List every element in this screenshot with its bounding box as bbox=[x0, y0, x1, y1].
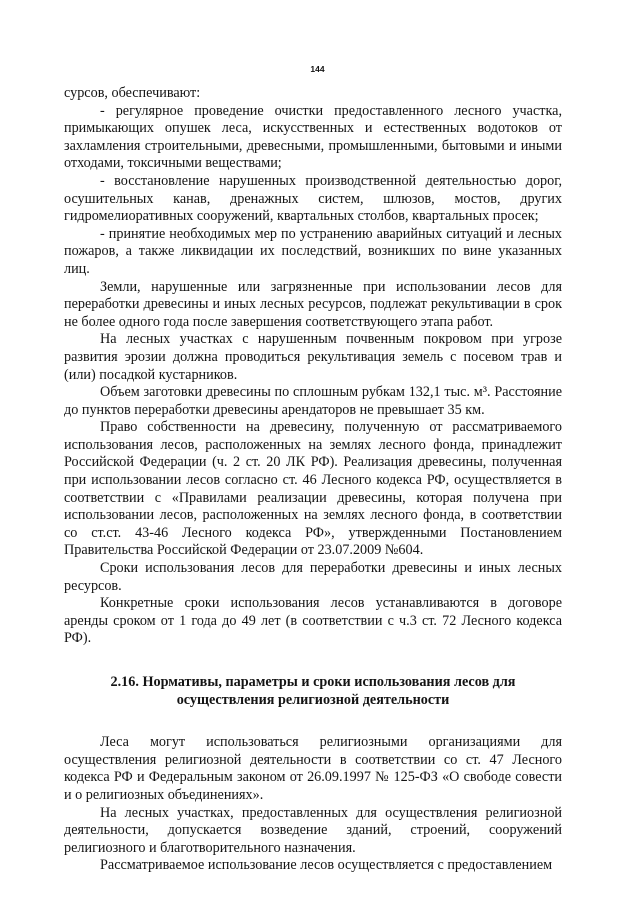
list-item: - регулярное проведение очистки предоставленного лесного участка, примыкающих опушек леса, искусственных и естественных водотоков от захламления строительными, древесными, промышленными, бытовыми и иными отходами, токсичными веществами; bbox=[64, 102, 562, 172]
paragraph: Конкретные сроки использования лесов устанавливаются в договоре аренды сроком от 1 года до 49 лет (в соответствии с ч.3 ст. 72 Лесного кодекса РФ). bbox=[64, 595, 562, 647]
section-heading-line: осуществления религиозной деятельности bbox=[176, 691, 450, 708]
list-item: - восстановление нарушенных производственной деятельностью дорог, осушительных канав, дренажных систем, шлюзов, мостов, других гидромелиоративных сооружений, квартальных столбов, квартальных просек; bbox=[64, 172, 562, 225]
list-item: - принятие необходимых мер по устранению аварийных ситуаций и лесных пожаров, а также ликвидации их последствий, возникших по вине указанных лиц. bbox=[64, 225, 562, 277]
paragraph: Объем заготовки древесины по сплошным рубкам 132,1 тыс. м³. Расстояние до пунктов переработки древесины арендаторов не превышает 35 км. bbox=[64, 384, 562, 418]
paragraph: Леса могут использоваться религиозными организациями для осуществления религиозной деятельности в соответствии со ст. 47 Лесного кодекса РФ и Федеральным законом от 26.09.1997 № 125-ФЗ «О свободе совести и о религиозных объединениях». bbox=[64, 734, 562, 803]
section-heading-line: 2.16. Нормативы, параметры и сроки использования лесов для bbox=[110, 674, 516, 690]
section-heading bbox=[64, 674, 562, 709]
document-body bbox=[64, 85, 562, 875]
paragraph: Рассматриваемое использование лесов осуществляется с предоставлением bbox=[100, 857, 553, 874]
page-number: 144 bbox=[310, 64, 325, 74]
paragraph: сурсов, обеспечивают: bbox=[64, 85, 201, 101]
paragraph: Сроки использования лесов для переработки древесины и иных лесных ресурсов. bbox=[64, 560, 562, 594]
paragraph: Земли, нарушенные или загрязненные при использовании лесов для переработки древесины и иных лесных ресурсов, подлежат рекультивации в срок не более одного года после завершения соответствующего этапа работ. bbox=[64, 278, 562, 330]
paragraph: На лесных участках с нарушенным почвенным покровом при угрозе развития эрозии должна проводиться рекультивация земель с посевом трав и (или) посадкой кустарников. bbox=[64, 331, 562, 383]
paragraph: Право собственности на древесину, полученную от рассматриваемого использования лесов, расположенных на землях лесного фонда, принадлежит Российской Федерации (ч. 2 ст. 20 ЛК РФ). Реализация древесины, полученная при использовании лесов согласно ст. 46 Лесного кодекса РФ, осуществляется в соответствии с «Правилами реализации древесины, которая получена при использовании лесов, расположенных на землях лесного фонда, в соответствии со ст.ст. 43-46 Лесного кодекса РФ», утвержденными Постановлением Правительства Российской Федерации от 23.07.2009 №604. bbox=[64, 419, 562, 559]
paragraph: На лесных участках, предоставленных для осуществления религиозной деятельности, допускается возведение зданий, строений, сооружений религиозного и благотворительного назначения. bbox=[64, 804, 562, 856]
